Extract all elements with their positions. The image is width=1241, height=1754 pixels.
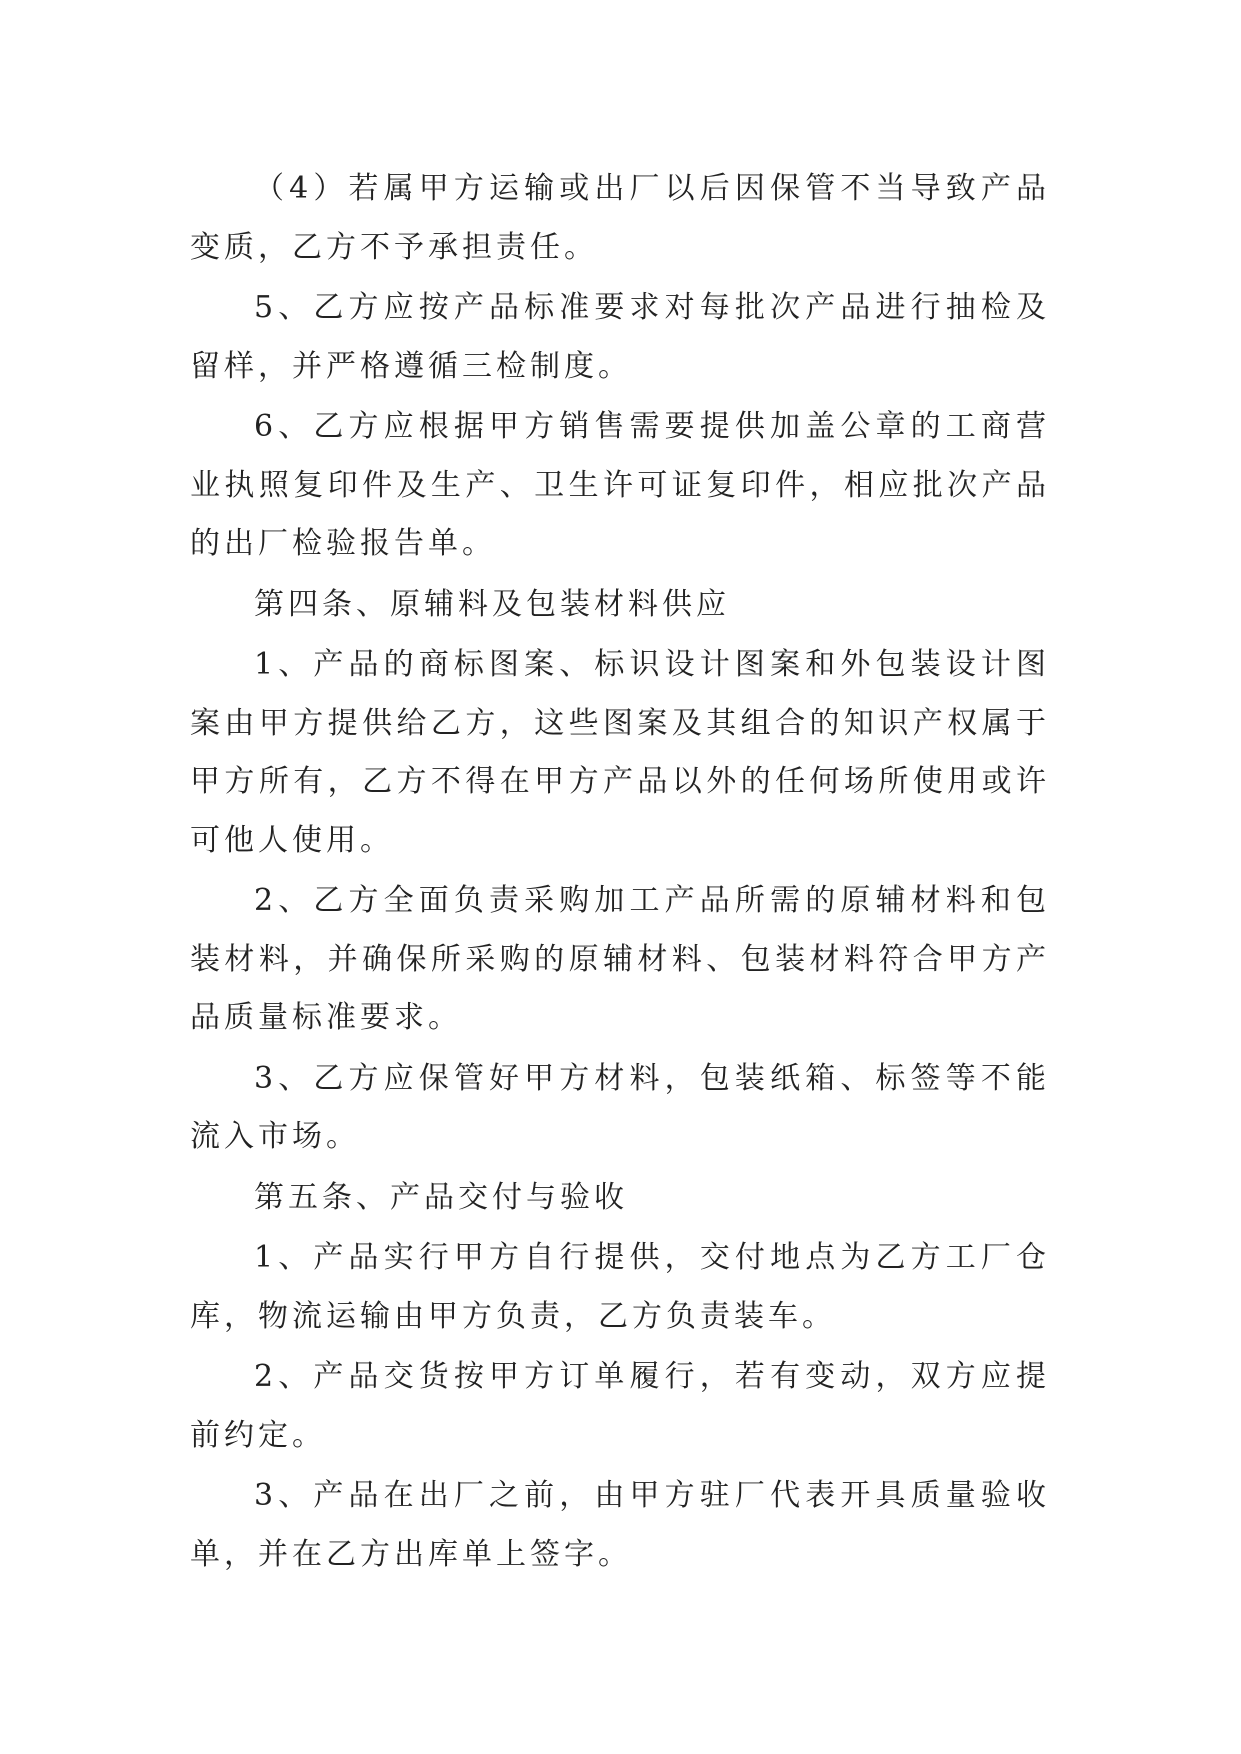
clause-quality-5: 5、乙方应按产品标准要求对每批次产品进行抽检及留样，并严格遵循三检制度。 — [190, 290, 1050, 384]
clause-article4-1: 1、产品的商标图案、标识设计图案和外包装设计图案由甲方提供给乙方，这些图案及其组合的知识产权属于甲方所有，乙方不得在甲方产品以外的任何场所使用或许可他人使用。 — [190, 647, 1050, 858]
clause-quality-4: （4）若属甲方运输或出厂以后因保管不当导致产品变质，乙方不予承担责任。 — [190, 171, 1050, 265]
document-body — [190, 160, 1050, 1586]
clause-article4-3: 3、乙方应保管好甲方材料，包装纸箱、标签等不能流入市场。 — [190, 1060, 1050, 1154]
clause-quality-6: 6、乙方应根据甲方销售需要提供加盖公章的工商营业执照复印件及生产、卫生许可证复印件，相应批次产品的出厂检验报告单。 — [190, 409, 1050, 561]
clause-article4-2: 2、乙方全面负责采购加工产品所需的原辅材料和包装材料，并确保所采购的原辅材料、包装材料符合甲方产品质量标准要求。 — [190, 883, 1050, 1035]
article-5-heading: 第五条、产品交付与验收 — [254, 1179, 628, 1215]
clause-article5-3: 3、产品在出厂之前，由甲方驻厂代表开具质量验收单，并在乙方出库单上签字。 — [190, 1478, 1050, 1572]
clause-article5-2: 2、产品交货按甲方订单履行，若有变动，双方应提前约定。 — [190, 1359, 1050, 1453]
clause-article5-1: 1、产品实行甲方自行提供，交付地点为乙方工厂仓库，物流运输由甲方负责，乙方负责装车。 — [190, 1240, 1050, 1334]
article-4-heading: 第四条、原辅料及包装材料供应 — [254, 586, 730, 622]
